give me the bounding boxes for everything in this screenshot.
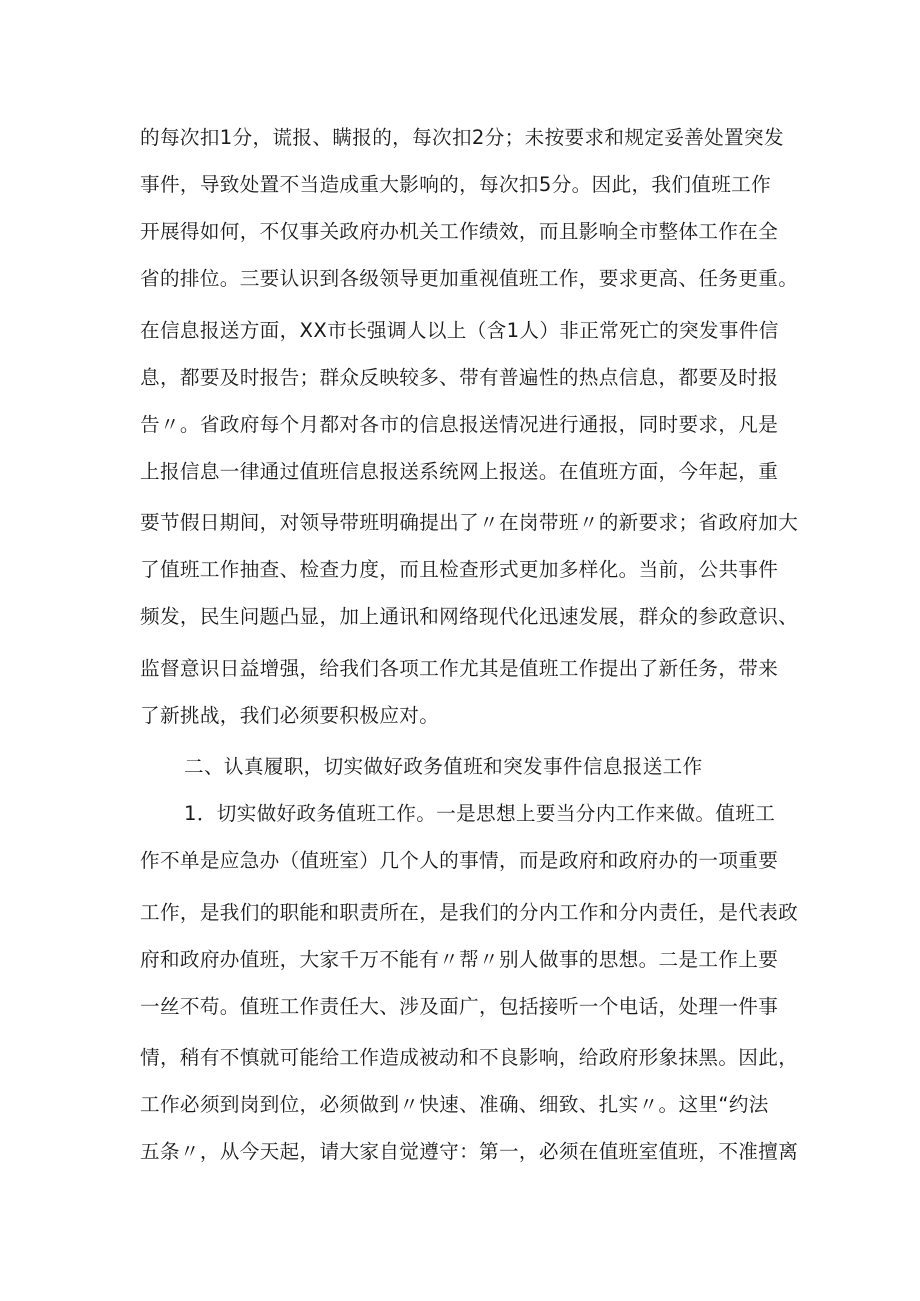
body-text-line: 工作必须到岗到位，必须做到〃快速、准确、细致、扎实〃。这里“约法 (140, 1093, 769, 1116)
body-text-line: 了新挑战，我们必须要积极应对。 (140, 704, 440, 727)
body-text-line: 了值班工作抽查、检查力度，而且检查形式更加多样化。当前，公共事件 (140, 558, 779, 581)
body-text-line: 的每次扣1分，谎报、瞒报的，每次扣2分；未按要求和规定妥善处置突发 (140, 126, 784, 149)
body-text-line: 在信息报送方面，XX市长强调人以上（含1人）非正常死亡的突发事件信 (140, 319, 779, 342)
body-text-line: 监督意识日益增强，给我们各项工作尤其是值班工作提出了新任务，带来 (140, 657, 779, 680)
subsection-first-line: 1．切实做好政务值班工作。一是思想上要当分内工作来做。值班工 (184, 802, 776, 825)
body-text-line: 上报信息一律通过值班信息报送系统网上报送。在值班方面，今年起，重 (140, 460, 779, 483)
section-heading: 二、认真履职，切实做好政务值班和突发事件信息报送工作 (184, 755, 703, 778)
body-text-line: 五条〃，从今天起，请大家自觉遵守：第一，必须在值班室值班，不准擅离 (140, 1140, 799, 1163)
body-text-line: 省的排位。三要认识到各级领导更加重视值班工作，要求更高、任务更重。 (140, 267, 799, 290)
body-text-line: 作不单是应急办（值班室）几个人的事情，而是政府和政府办的一项重要 (140, 849, 779, 872)
body-text-line: 要节假日期间，对领导带班明确提出了〃在岗带班〃的新要求；省政府加大 (140, 511, 799, 534)
body-text-line: 息，都要及时报告；群众反映较多、带有普遍性的热点信息，都要及时报 (140, 366, 779, 389)
body-text-line: 工作，是我们的职能和职责所在，是我们的分内工作和分内责任，是代表政 (140, 901, 799, 924)
body-text-line: 开展得如何，不仅事关政府办机关工作绩效，而且影响全市整体工作在全 (140, 220, 779, 243)
body-text-line: 频发，民生问题凸显，加上通讯和网络现代化迅速发展，群众的参政意识、 (140, 605, 799, 628)
body-text-line: 府和政府办值班，大家千万不能有〃帮〃别人做事的思想。二是工作上要 (140, 948, 779, 971)
body-text-line: 告〃。省政府每个月都对各市的信息报送情况进行通报，同时要求，凡是 (140, 413, 779, 436)
body-text-line: 情，稍有不慎就可能给工作造成被动和不良影响，给政府形象抹黑。因此， (140, 1046, 799, 1069)
body-text-line: 事件，导致处置不当造成重大影响的，每次扣5分。因此，我们值班工作 (140, 173, 772, 196)
body-text-line: 一丝不苟。值班工作责任大、涉及面广，包括接听一个电话，处理一件事 (140, 995, 779, 1018)
